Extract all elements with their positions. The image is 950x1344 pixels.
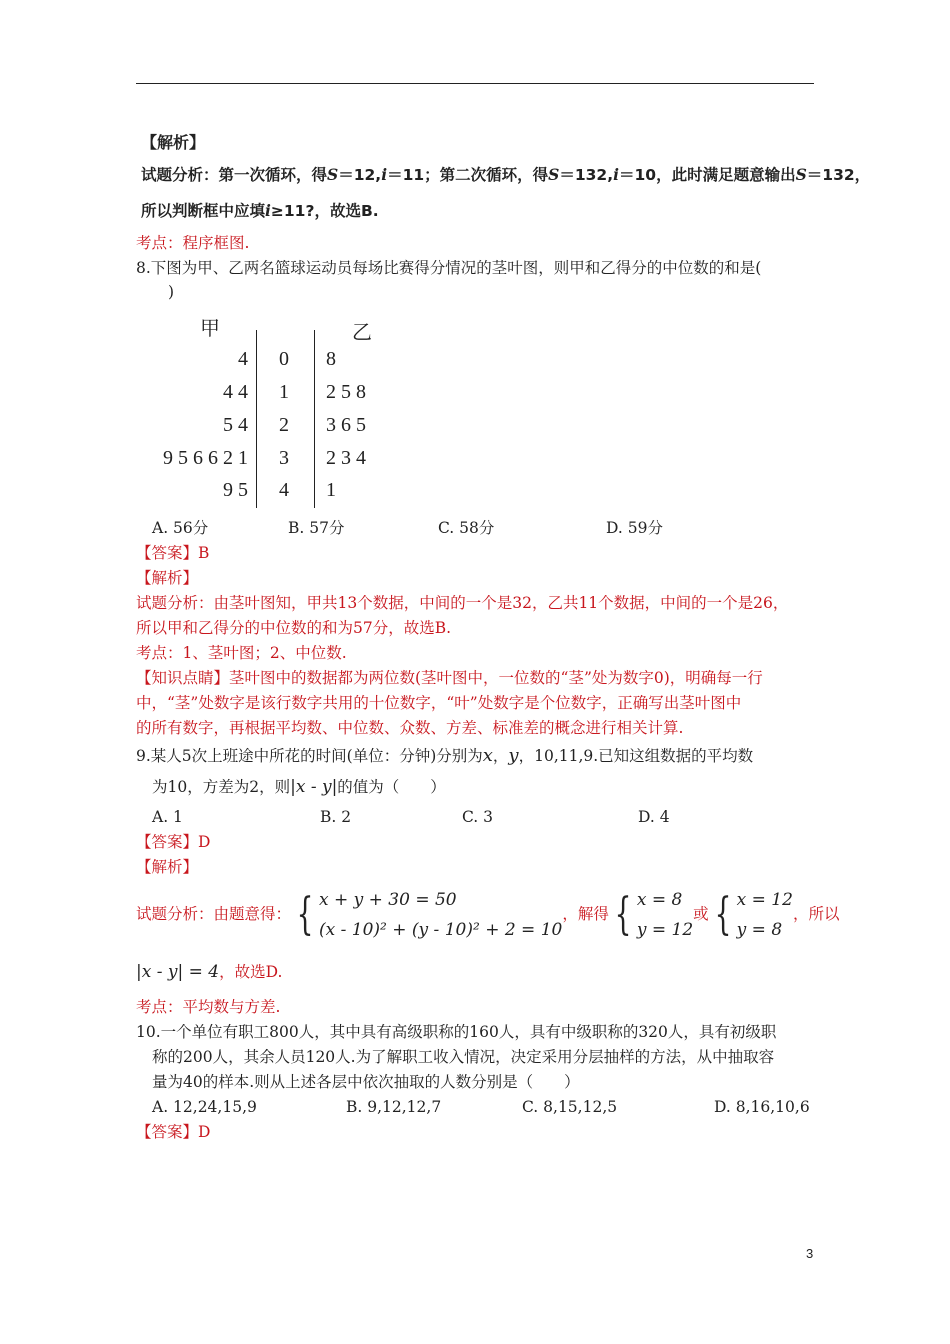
stem-leaf-row-left: 4 [238, 348, 248, 370]
prev-analysis-label: 【解析】 [141, 133, 206, 152]
q8-option-d: D. 59分 [606, 519, 663, 537]
stem-leaf-row-left: 9 5 6 6 2 1 [163, 447, 248, 469]
q10-stem-line1: 10.一个单位有职工800人，其中具有高级职称的160人，具有中级职称的320人，具有初级职 [136, 1023, 777, 1041]
q10-stem-line3: 量为40的样本.则从上述各层中依次抽取的人数分别是（ ） [152, 1073, 580, 1091]
stem-leaf-right-header: 乙 [352, 322, 372, 344]
stem-leaf-row-right: 2 5 8 [326, 381, 366, 403]
stem-leaf-row-left: 4 4 [223, 381, 248, 403]
q9-result: |x - y| = 4，故选D. [136, 962, 283, 982]
prev-analysis-line1: 试题分析：第一次循环，得S＝12,i＝11；第二次循环，得S＝132,i＝10，此时满足题意输出S＝132， [141, 165, 871, 184]
q8-analysis-label: 【解析】 [136, 569, 199, 587]
q9-option-a: A. 1 [152, 808, 183, 826]
solution-2: x = 12 y = 8 [736, 890, 793, 940]
q9-analysis-equations: 试题分析：由题意得： { x + y + 30 = 50 (x - 10)² + (y - 10)² + 2 = 10 ，解得 { x = 8 y = 12 或 { x = 12 y = 8 ，所以 [136, 884, 839, 944]
q9-option-c: C. 3 [462, 808, 494, 826]
q8-option-c: C. 58分 [438, 519, 495, 537]
q9-stem-line2: 为10，方差为2，则|x - y|的值为（ ） [152, 777, 446, 797]
stem-leaf-divider-left [256, 330, 257, 508]
q8-kaodian: 考点：1、茎叶图；2、中位数. [136, 644, 347, 662]
q8-option-a: A. 56分 [152, 519, 209, 537]
header-rule [136, 83, 814, 84]
stem-leaf-row-stem: 3 [279, 447, 289, 469]
stem-leaf-row-stem: 1 [279, 381, 289, 403]
page-number: 3 [806, 1246, 814, 1261]
stem-leaf-row-stem: 2 [279, 414, 289, 436]
q8-zhishi-line3: 的所有数字，再根据平均数、中位数、众数、方差、标准差的概念进行相关计算. [136, 719, 684, 737]
stem-leaf-divider-right [314, 330, 315, 508]
stem-leaf-row-stem: 4 [279, 479, 289, 501]
equation-system: x + y + 30 = 50 (x - 10)² + (y - 10)² + 2 = 10 [319, 890, 563, 940]
q9-kaodian: 考点：平均数与方差. [136, 998, 281, 1016]
q9-analysis-label: 【解析】 [136, 858, 199, 876]
stem-leaf-row-right: 2 3 4 [326, 447, 366, 469]
q10-option-a: A. 12,24,15,9 [152, 1098, 257, 1116]
q9-option-b: B. 2 [320, 808, 352, 826]
q8-option-b: B. 57分 [288, 519, 345, 537]
solution-1: x = 8 y = 12 [636, 890, 694, 940]
stem-leaf-row-right: 8 [326, 348, 336, 370]
q10-stem-line2: 称的200人，其余人员120人.为了解职工收入情况，决定采用分层抽样的方法，从中抽取容 [152, 1048, 775, 1066]
q9-option-d: D. 4 [638, 808, 670, 826]
q8-analysis-line2: 所以甲和乙得分的中位数的和为57分，故选B. [136, 619, 452, 637]
stem-leaf-row-stem: 0 [279, 348, 289, 370]
stem-leaf-row-left: 9 5 [223, 479, 248, 501]
q8-zhishi-line2: 中，“茎”处数字是该行数字共用的十位数字，“叶”处数字是个位数字，正确写出茎叶图中 [136, 694, 742, 712]
q8-stem-line1: 8.下图为甲、乙两名篮球运动员每场比赛得分情况的茎叶图，则甲和乙得分的中位数的和是( [136, 259, 762, 277]
stem-leaf-row-right: 1 [326, 479, 336, 501]
q8-analysis-line1: 试题分析：由茎叶图知，甲共13个数据，中间的一个是32，乙共11个数据，中间的一个是26， [136, 594, 789, 612]
q8-stem-line2: ) [168, 283, 175, 301]
stem-leaf-left-header: 甲 [200, 318, 220, 340]
stem-leaf-row-right: 3 6 5 [326, 414, 366, 436]
q10-option-b: B. 9,12,12,7 [346, 1098, 442, 1116]
q8-zhishi-line1: 【知识点睛】茎叶图中的数据都为两位数(茎叶图中，一位数的“茎”处为数字0)，明确每一行 [136, 669, 763, 687]
q10-option-c: C. 8,15,12,5 [522, 1098, 618, 1116]
q8-answer: 【答案】B [136, 544, 210, 562]
prev-kaodian: 考点：程序框图. [136, 234, 250, 252]
q10-answer: 【答案】D [136, 1123, 211, 1141]
q9-answer: 【答案】D [136, 833, 211, 851]
q10-option-d: D. 8,16,10,6 [714, 1098, 810, 1116]
stem-leaf-row-left: 5 4 [223, 414, 248, 436]
q9-stem-line1: 9.某人5次上班途中所花的时间(单位：分钟)分别为x，y，10,11,9.已知这组数据的平均数 [136, 745, 754, 766]
prev-analysis-line2: 所以判断框中应填i≥11?，故选B. [141, 201, 379, 220]
